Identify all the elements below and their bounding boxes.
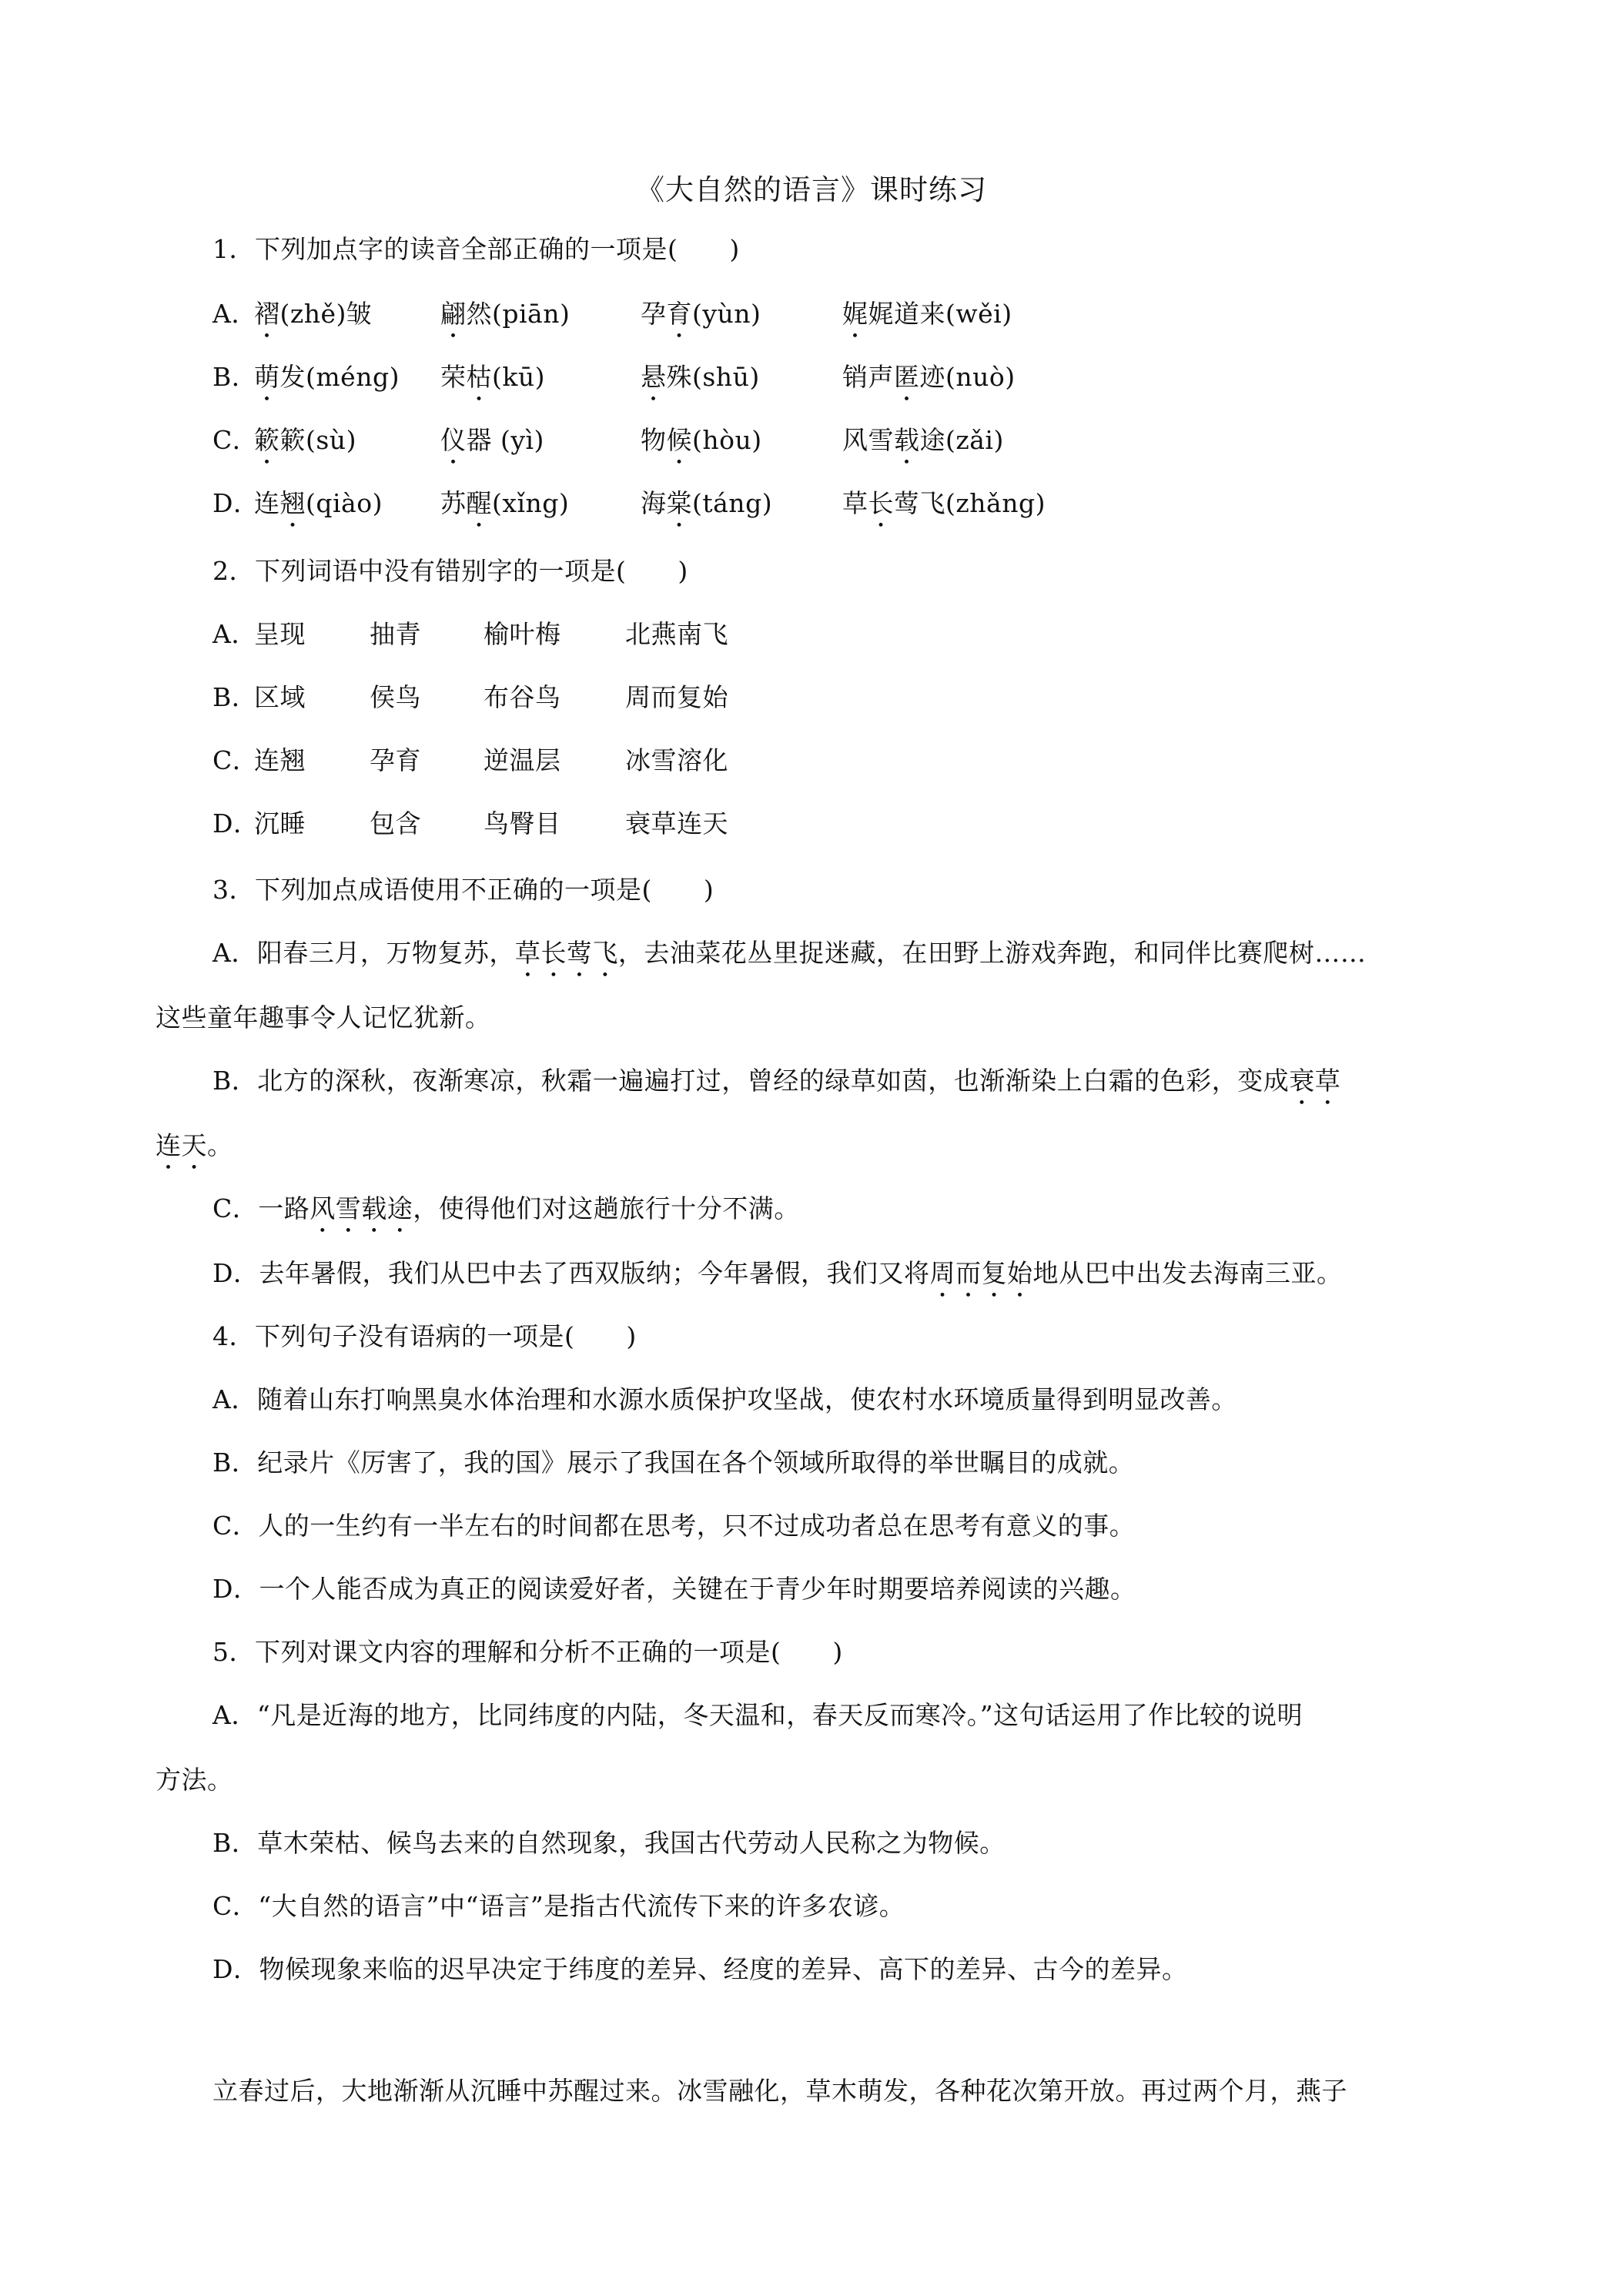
word-item: 孕育 xyxy=(370,745,421,775)
pinyin-item: 风雪载途(zǎi) xyxy=(842,425,1004,455)
question-4-stem: 4．下列句子没有语病的一项是( ) xyxy=(212,1321,637,1351)
dotted-character: 褶 xyxy=(254,299,280,329)
page-title: 《大自然的语言》课时练习 xyxy=(636,173,987,206)
word-item: 周而复始 xyxy=(625,682,728,712)
word-item: 连翘 xyxy=(254,745,306,775)
question-2-stem: 2．下列词语中没有错别字的一项是( ) xyxy=(212,556,688,586)
question-3-option-d: D．去年暑假，我们从巴中去了西双版纳；今年暑假，我们又将周而复始地从巴中出发去海南三亚。 xyxy=(212,1258,1343,1288)
question-3-option-a: A．阳春三月，万物复苏，草长莺飞，去油菜花丛里捉迷藏，在田野上游戏奔跑，和同伴比赛爬树…… xyxy=(212,938,1367,968)
dotted-idiom: 周而复始 xyxy=(929,1258,1033,1288)
word-item: 侯鸟 xyxy=(370,682,421,712)
question-3-option-b-cont: 连天。 xyxy=(156,1130,233,1160)
dotted-idiom-part1: 衰草 xyxy=(1289,1066,1341,1096)
question-4-option-b: B．纪录片《厉害了，我的国》展示了我国在各个领域所取得的举世瞩目的成就。 xyxy=(212,1448,1135,1478)
word-item: 鸟臀目 xyxy=(484,808,561,838)
question-5-option-a-cont: 方法。 xyxy=(156,1765,233,1795)
word-item: 榆叶梅 xyxy=(484,619,561,649)
word-item: 抽青 xyxy=(370,619,421,649)
question-5-stem: 5．下列对课文内容的理解和分析不正确的一项是( ) xyxy=(212,1637,843,1667)
question-3-option-a-cont: 这些童年趣事令人记忆犹新。 xyxy=(156,1002,491,1033)
dotted-idiom: 草长莺飞 xyxy=(514,938,618,968)
dotted-character: 棠 xyxy=(666,488,692,518)
word-item: 衰草连天 xyxy=(625,808,728,838)
question-5-option-d: D．物候现象来临的迟早决定于纬度的差异、经度的差异、高下的差异、古今的差异。 xyxy=(212,1954,1188,1984)
question-4-option-c: C．人的一生约有一半左右的时间都在思考，只不过成功者总在思考有意义的事。 xyxy=(212,1511,1136,1541)
question-4-option-a: A．随着山东打响黑臭水体治理和水源水质保护攻坚战，使农村水环境质量得到明显改善。 xyxy=(212,1384,1237,1414)
option-label: D． xyxy=(212,808,259,838)
pinyin-item: 簌簌(sù) xyxy=(254,425,356,455)
pinyin-item: 娓娓道来(wěi) xyxy=(842,299,1012,329)
dotted-character: 醒 xyxy=(466,488,492,518)
pinyin-item: 翩然(piān) xyxy=(440,299,571,329)
pinyin-item: 仪器 (yì) xyxy=(440,425,544,455)
word-item: 沉睡 xyxy=(254,808,306,838)
question-5-option-b: B．草木荣枯、候鸟去来的自然现象，我国古代劳动人民称之为物候。 xyxy=(212,1828,1006,1858)
dotted-character: 翩 xyxy=(440,299,467,329)
dotted-character: 匿 xyxy=(894,362,920,392)
dotted-character: 悬 xyxy=(641,362,667,392)
question-5-option-a: A．“凡是近海的地方，比同纬度的内陆，冬天温和，春天反而寒冷。”这句话运用了作比较的说明 xyxy=(212,1700,1303,1730)
word-item: 逆温层 xyxy=(484,745,561,775)
pinyin-item: 褶(zhě)皱 xyxy=(254,299,373,329)
dotted-character: 簌 xyxy=(254,425,280,455)
option-label: C． xyxy=(212,745,259,775)
option-label: B． xyxy=(212,362,258,392)
dotted-character: 萌 xyxy=(254,362,280,392)
dotted-idiom-part2: 连天 xyxy=(156,1130,207,1160)
dotted-character: 长 xyxy=(868,488,894,518)
dotted-character: 娓 xyxy=(842,299,868,329)
question-5-option-c: C．“大自然的语言”中“语言”是指古代流传下来的许多农谚。 xyxy=(212,1891,905,1921)
pinyin-item: 连翘(qiào) xyxy=(254,488,383,518)
dotted-character: 候 xyxy=(666,425,692,455)
pinyin-item: 萌发(méng) xyxy=(254,362,400,392)
word-item: 北燕南飞 xyxy=(625,619,728,649)
pinyin-item: 物候(hòu) xyxy=(641,425,762,455)
dotted-character: 载 xyxy=(894,425,920,455)
dotted-character: 翘 xyxy=(279,488,306,518)
dotted-idiom: 风雪载途 xyxy=(310,1193,413,1223)
word-item: 包含 xyxy=(370,808,421,838)
pinyin-item: 孕育(yùn) xyxy=(641,299,761,329)
pinyin-item: 海棠(táng) xyxy=(641,488,773,518)
dotted-character: 仪 xyxy=(440,425,467,455)
dotted-character: 枯 xyxy=(466,362,492,392)
pinyin-item: 悬殊(shū) xyxy=(641,362,760,392)
option-label: A． xyxy=(212,299,257,329)
word-item: 呈现 xyxy=(254,619,306,649)
question-3-option-c: C．一路风雪载途，使得他们对这趟旅行十分不满。 xyxy=(212,1193,800,1223)
option-label: B． xyxy=(212,682,258,712)
reading-passage-first-line: 立春过后，大地渐渐从沉睡中苏醒过来。冰雪融化，草木萌发，各种花次第开放。再过两个月，燕子 xyxy=(212,2076,1347,2106)
word-item: 冰雪溶化 xyxy=(625,745,728,775)
dotted-character: 育 xyxy=(666,299,692,329)
pinyin-item: 草长莺飞(zhǎng) xyxy=(842,488,1046,518)
option-label: C． xyxy=(212,425,259,455)
option-label: D． xyxy=(212,488,259,518)
question-3-option-b: B．北方的深秋，夜渐寒凉，秋霜一遍遍打过，曾经的绿草如茵，也渐渐染上白霜的色彩，变成衰草 xyxy=(212,1066,1341,1096)
question-1-stem: 1．下列加点字的读音全部正确的一项是( ) xyxy=(212,234,740,264)
word-item: 布谷鸟 xyxy=(484,682,561,712)
option-label: A． xyxy=(212,619,257,649)
word-item: 区域 xyxy=(254,682,306,712)
pinyin-item: 苏醒(xǐng) xyxy=(440,488,570,518)
question-4-option-d: D．一个人能否成为真正的阅读爱好者，关键在于青少年时期要培养阅读的兴趣。 xyxy=(212,1574,1136,1604)
pinyin-item: 销声匿迹(nuò) xyxy=(842,362,1016,392)
pinyin-item: 荣枯(kū) xyxy=(440,362,545,392)
question-3-stem: 3．下列加点成语使用不正确的一项是( ) xyxy=(212,875,714,905)
